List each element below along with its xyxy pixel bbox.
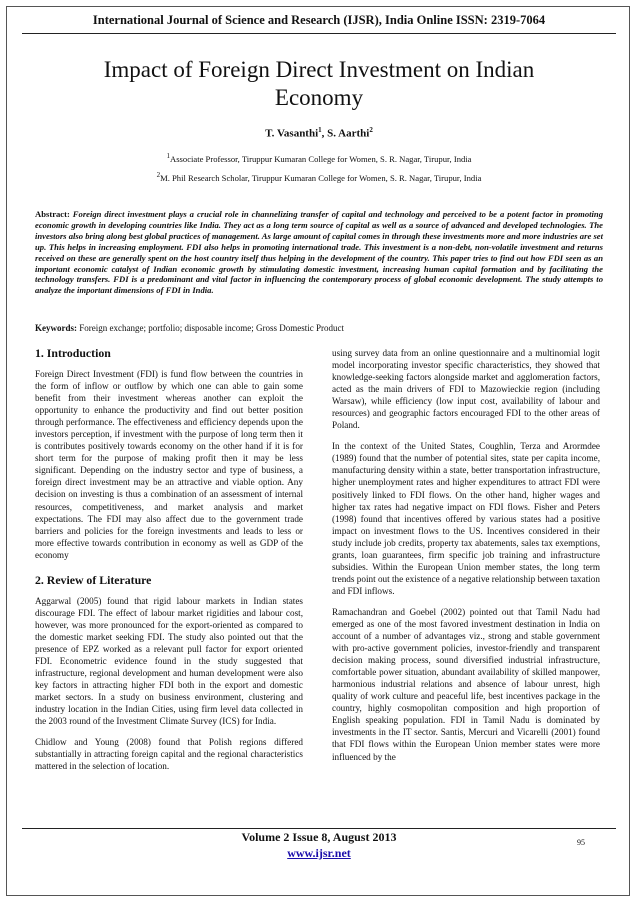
author-2-marker: 2 bbox=[369, 126, 373, 134]
right-paragraph-3: Ramachandran and Goebel (2002) pointed out that Tamil Nadu had emerged as one of the most favored investment destination in India on account of a number of advantages viz., strong and stable government with pro-active government policies, investor-friendly and transparent decision making process, sound diversified industrial infrastructure, comfortable power situation, abundant availability of skilled manpower, harmonious industrial relations and absence of labour unrest, high quality of work culture and peaceful life, best incentives package in the country, highly cosmopolitan composition and high proportion of English speaking population. FDI in Tamil Nadu is dominated by investments in the IT sector. Santis, Mercuri and Vicarelli (2001) found that FDI flows within the European Union member states were more influenced by the bbox=[332, 606, 600, 762]
author-2: S. Aarthi bbox=[327, 127, 370, 140]
abstract-text: Foreign direct investment plays a crucial role in channelizing transfer of capital and technology and perceived to be a potent factor in promoting economic growth in developing countries like India. They act as a long term source of capital as well as a source of advanced and developed technologies. The investors also bring along best global practices of management. As large amount of capital comes in through these investments more and more industries are set up. This helps in increasing employment. FDI also helps in promoting international trade. This investment is a non-debt, non-volatile investment and returns received on these are generally spent on the host country itself thus helping in the development of the country. This paper tries to find out how FDI seen as an important economic catalyst of Indian economic growth by stimulating domestic investment, increasing human capital formation and by facilitating the technology transfers. FDI is a predominant and vital factor in influencing the contemporary process of global economic development. The study attempts to analyze the important dimensions of FDI in India. bbox=[35, 209, 603, 296]
author-1-marker: 1 bbox=[318, 126, 322, 134]
page-number: 95 bbox=[577, 838, 585, 847]
abstract-label: Abstract: bbox=[35, 209, 70, 219]
journal-website-link[interactable]: www.ijsr.net bbox=[287, 846, 351, 860]
right-column bbox=[332, 347, 600, 772]
affiliation-1-text: Associate Professor, Tiruppur Kumaran College for Women, S. R. Nagar, Tirupur, India bbox=[170, 153, 472, 164]
introduction-paragraph: Foreign Direct Investment (FDI) is fund flow between the countries in the form of inflow or outflow by which one can able to gain some benefit from their investment whereas another can exploit the opportunity to enhance the productivity and find out better position through performance. The effectiveness and efficiency depends upon the investors perception, if investment with the purpose of long term then it is contributes positively towards economy on the other hand if it is for short term for the purpose of making profit then it may be less significant. Depending on the industry sector and type of business, a foreign direct investment may be an attractive and viable option. Any decision on investing is thus a combination of an assessment of internal resources, competitiveness, and market analysis and market expectations. The FDI may also affect due to the government trade barriers and policies for the foreign investments and leads to less or more effective towards contribution in economy as well as GDP of the economy bbox=[35, 369, 303, 560]
keywords-label: Keywords: bbox=[35, 323, 77, 333]
section-heading-literature: 2. Review of Literature bbox=[35, 572, 152, 587]
literature-paragraph-2: Chidlow and Young (2008) found that Polish regions differed substantially in attracting foreign capital and the regional characteristics mattered in the selection of location. bbox=[35, 737, 303, 772]
title-line-1: Impact of Foreign Direct Investment on Indian bbox=[103, 57, 535, 82]
abstract bbox=[35, 209, 603, 296]
paper-title bbox=[60, 56, 578, 112]
affiliation-2-marker: 2 bbox=[156, 171, 161, 179]
author-1: T. Vasanthi bbox=[265, 127, 319, 140]
title-line-2: Economy bbox=[274, 85, 364, 110]
header-rule bbox=[22, 33, 616, 34]
keywords-text: Foreign exchange; portfolio; disposable income; Gross Domestic Product bbox=[77, 323, 344, 333]
author-separator: , bbox=[321, 127, 328, 140]
keywords bbox=[35, 323, 603, 333]
affiliation-2-text: M. Phil Research Scholar, Tiruppur Kumaran College for Women, S. R. Nagar, Tirupur, India bbox=[160, 172, 482, 183]
affiliation-1 bbox=[0, 152, 638, 164]
literature-paragraph-1: Aggarwal (2005) found that rigid labour markets in Indian states discourage FDI. The effect of labour market rigidities and labour cost, however, was more pronounced for the export-oriented as compared to the domestic market seeking FDI. The study also pointed out that the presence of EPZ worked as a relevant pull factor for export oriented FDI. Econometric evidence found in the study suggested that infrastructure, regional development and human development were also key factors in attracting higher FDI both in the export and domestic market sectors. In a study on business environment, clustering and industry location in the Indian Cities, using firm level data collected in the 2003 round of the Investment Climate Survey (ICS) for India. bbox=[35, 595, 303, 727]
author-list bbox=[0, 126, 638, 140]
right-paragraph-1: using survey data from an online questionnaire and a multinomial logit model incorporating investor specific characteristics, they showed that knowledge-seeking factors alongside market and agglomeration factors, acted as the main drivers of FDI to Mazowieckie region (including Warsaw), while efficiency (low input cost, availability of labour and resources) and geographic factors encouraged FDI to the other areas of Poland. bbox=[332, 348, 600, 431]
issue-info: Volume 2 Issue 8, August 2013 bbox=[241, 830, 397, 844]
right-paragraph-2: In the context of the United States, Coughlin, Terza and Arormdee (1989) found that the number of potential sites, state per capita income, manufacturing density within a state, better transportation infrastructure, higher unemployment rates and higher expenditures to attract FDI were positively linked to FDI flows. On the other hand, higher wages and higher tax rates had negative impact on FDI flows. Fisher and Peters (1998) found that incentives offered by various states had a positive impact on investment flows to the US. Incentives considered in their study include job credits, property tax abatements, sales tax exemptions, grants, loan guarantees, firm specific job training and infrastructure subsidies. Within the European Union member states, the long term trends point out the existence of a negative relationship between taxation and FDI inflows. bbox=[332, 441, 600, 596]
affiliation-2 bbox=[0, 171, 638, 183]
journal-header: International Journal of Science and Research (IJSR), India Online ISSN: 2319-7064 bbox=[92, 13, 546, 27]
page-footer bbox=[0, 829, 638, 861]
affiliation-1-marker: 1 bbox=[166, 152, 170, 160]
left-column bbox=[35, 346, 303, 781]
section-heading-introduction: 1. Introduction bbox=[35, 346, 111, 360]
